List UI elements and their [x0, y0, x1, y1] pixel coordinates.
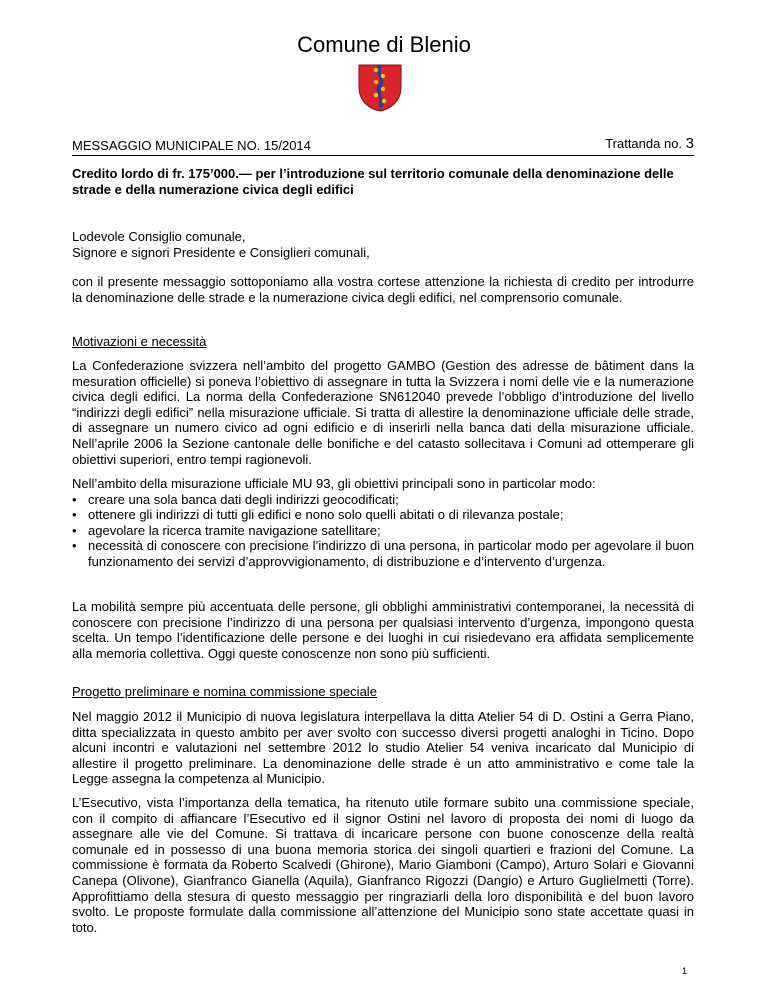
- list-item: • necessità di conoscere con precisione l’indirizzo di una persona, in particolar modo per agevolare il buon funzionamento dei servizi d’approvvigionamento, di distribuzione e d’intervento d’urgenza.: [72, 538, 694, 569]
- objectives-intro: Nell’ambito della misurazione ufficiale MU 93, gli obiettivi principali sono in particolar modo:: [72, 476, 596, 491]
- objectives-list: [72, 476, 694, 570]
- message-number: MESSAGGIO MUNICIPALE NO. 15/2014: [72, 138, 311, 153]
- coat-of-arms-icon: [355, 63, 405, 113]
- municipality-title: Comune di Blenio: [297, 32, 471, 57]
- message-header-line: [72, 135, 694, 156]
- section1-paragraph-1: La Confederazione svizzera nell’ambito del progetto GAMBO (Gestion des adresse de bâtiment dans la mesuration officielle) si poneva l’obiettivo di assegnare in tutta la Svizzera i nomi delle vie e la numerazione civica degli edifici. La norma della Confederazione SN612040 prevede l’obbligo d’introduzione del livello “indirizzi degli edifici” nella misurazione ufficiale. Si tratta di allestire la denominazione ufficiale delle strade, di assegnare un numero civico ad ogni edificio e di inserirli nella banca dati della misurazione ufficiale. Nell’aprile 2006 la Sezione cantonale delle bonifiche e del catasto sollecitava i Comuni ad ottemperare gli obiettivi superiori, entro tempi ragionevoli.: [72, 358, 694, 467]
- section-heading-motivazioni: Motivazioni e necessità: [72, 334, 207, 349]
- salutation: [72, 229, 694, 260]
- trattanda: [605, 135, 694, 152]
- list-item: • creare una sola banca dati degli indirizzi geocodificati;: [72, 492, 694, 508]
- section-heading-progetto: Progetto preliminare e nomina commissione speciale: [72, 684, 377, 699]
- section2-paragraph-2: L’Esecutivo, vista l’importanza della tematica, ha ritenuto utile formare subito una commissione speciale, con il compito di affiancare l’Esecutivo ed il signor Ostini nel lavoro di proposta dei nomi di luogo da assegnare alle vie del Comune. Si trattava di incaricare persone con buone conoscenze della realtà comunale ed in possesso di una buona memoria storica dei singoli quartieri e frazioni del Comune. La commissione è formata da Roberto Scalvedi (Ghirone), Mario Giamboni (Campo), Arturo Solari e Giovanni Canepa (Olivone), Gianfranco Gianella (Aquila), Gianfranco Rigozzi (Dangio) e Arturo Guglielmetti (Torre). Approfittiamo della stesura di questo messaggio per ringraziarli della loro disponibilità e del buon lavoro svolto. Le proposte formulate dalla commissione all’attenzione del Municipio sono state accettate quasi in toto.: [72, 795, 694, 935]
- list-item: • ottenere gli indirizzi di tutti gli edifici e nono solo quelli abitati o di rilevanza postale;: [72, 507, 694, 523]
- list-item: • agevolare la ricerca tramite navigazione satellitare;: [72, 523, 694, 539]
- salutation-line-1: Lodevole Consiglio comunale,: [72, 229, 246, 244]
- section1-paragraph-2: La mobilità sempre più accentuata delle persone, gli obblighi amministrativi contemporanei, la necessità di conoscere con precisione l’indirizzo di una persona per qualsiasi intervento d’urgenza, impongono questa scelta. Un tempo l’identificazione delle persone e dei luoghi in cui risiedevano era affidata semplicemente alla memoria collettiva. Oggi queste conoscenze non sono più sufficienti.: [72, 599, 694, 661]
- bullet-list: [72, 492, 694, 570]
- intro-paragraph: con il presente messaggio sottoponiamo alla vostra cortese attenzione la richiesta di credito per introdurre la denominazione delle strade e la numerazione civica degli edifici, nel comprensorio comunale.: [72, 274, 694, 305]
- page-number: 1: [682, 966, 688, 976]
- salutation-line-2: Signore e signori Presidente e Consiglieri comunali,: [72, 244, 370, 260]
- section2-paragraph-1: Nel maggio 2012 il Municipio di nuova legislatura interpellava la ditta Atelier 54 di D. Ostini a Gerra Piano, ditta specializzata in questo ambito per aver svolto con successo diversi progetti analoghi in Ticino. Dopo alcuni incontri e valutazioni nel settembre 2012 lo studio Atelier 54 veniva incaricato dal Municipio di allestire il progetto preliminare. La denominazione delle strade è un atto amministrativo e come tale la Legge assegna la competenza al Municipio.: [72, 709, 694, 787]
- trattanda-number: 3: [685, 135, 694, 152]
- subject-heading: Credito lordo di fr. 175’000.— per l’introduzione sul territorio comunale della denominazione delle strade e della numerazione civica degli edifici: [72, 166, 674, 197]
- trattanda-label: Trattanda no.: [605, 136, 686, 151]
